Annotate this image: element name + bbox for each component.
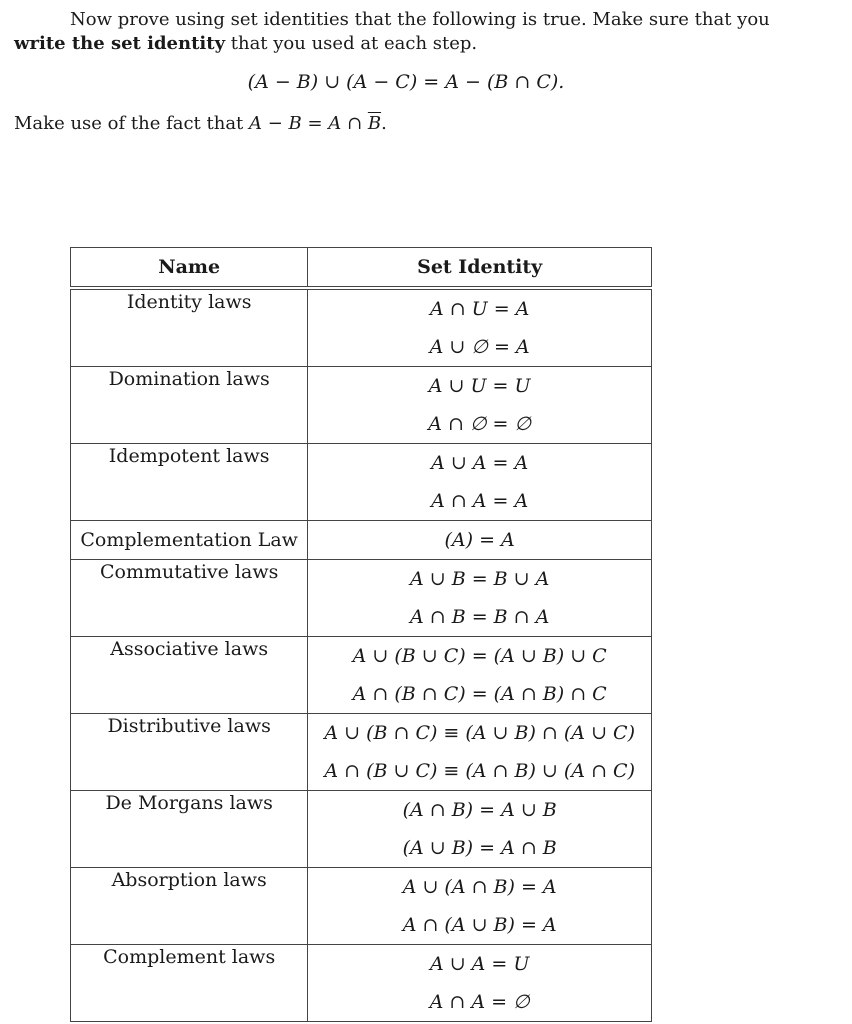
identity-line: A ∩ U = A xyxy=(429,298,530,320)
law-identities xyxy=(308,560,652,637)
table-row xyxy=(71,791,652,868)
identity-line: A ∪ (B ∪ C) = (A ∪ B) ∪ C xyxy=(352,645,607,667)
intro-bold-text: write the set identity xyxy=(14,33,226,54)
law-identities xyxy=(308,521,652,560)
law-identities xyxy=(308,791,652,868)
identity-line: A ∩ ∅ = ∅ xyxy=(428,413,532,435)
hint-period: . xyxy=(381,113,387,134)
law-name: Idempotent laws xyxy=(71,444,308,521)
table-row xyxy=(71,288,652,367)
law-identities xyxy=(308,714,652,791)
intro-text: Now prove using set identities that the following is true. Make sure that you xyxy=(70,9,770,30)
intro-text-end: that you used at each step. xyxy=(225,33,478,54)
law-name: Absorption laws xyxy=(71,868,308,945)
hint-equation: A − B = A ∩ xyxy=(249,113,368,134)
identity-line: A ∪ (A ∩ B) = A xyxy=(402,876,557,898)
hint-complement: $\overline{B}$ xyxy=(367,113,382,134)
identity-line: A ∩ B = B ∩ A xyxy=(409,606,550,628)
table-row xyxy=(71,945,652,1022)
identity-line: (A ∩ B) = A ∪ B xyxy=(402,799,557,821)
table-row xyxy=(71,367,652,444)
header-set-identity: Set Identity xyxy=(308,248,652,289)
law-name: Complement laws xyxy=(71,945,308,1022)
law-identities xyxy=(308,945,652,1022)
identity-line: A ∩ A = A xyxy=(431,490,529,512)
set-identities-table xyxy=(70,247,652,1022)
identity-line: (A) = A xyxy=(444,529,515,551)
table-row xyxy=(71,560,652,637)
identity-line: A ∩ (B ∩ C) = (A ∩ B) ∩ C xyxy=(352,683,607,705)
table-row xyxy=(71,444,652,521)
law-name: Complementation Law xyxy=(71,521,308,560)
hint-prefix: Make use of the fact that xyxy=(14,113,250,134)
identity-line: A ∪ U = U xyxy=(428,375,531,397)
law-identities xyxy=(308,444,652,521)
identity-line: A ∪ ∅ = A xyxy=(429,336,530,358)
hint-paragraph xyxy=(14,112,387,136)
law-name: Identity laws xyxy=(71,288,308,367)
law-name: De Morgans laws xyxy=(71,791,308,868)
identity-line: (A ∪ B) = A ∩ B xyxy=(402,837,557,859)
identity-line: A ∪ A = A xyxy=(431,452,529,474)
table-row xyxy=(71,714,652,791)
identity-line: A ∩ (A ∪ B) = A xyxy=(402,914,557,936)
law-identities xyxy=(308,637,652,714)
identity-line: A ∪ (B ∩ C) ≡ (A ∪ B) ∩ (A ∪ C) xyxy=(324,722,635,744)
table-header-row xyxy=(71,248,652,289)
law-name: Domination laws xyxy=(71,367,308,444)
identity-line: A ∪ A = U xyxy=(429,953,530,975)
law-identities xyxy=(308,868,652,945)
identity-line: A ∩ A = ∅ xyxy=(429,991,530,1013)
identity-line: A ∪ B = B ∪ A xyxy=(409,568,550,590)
law-identities xyxy=(308,288,652,367)
law-name: Commutative laws xyxy=(71,560,308,637)
law-name: Distributive laws xyxy=(71,714,308,791)
instructions-paragraph xyxy=(14,8,814,56)
identity-line: A ∩ (B ∪ C) ≡ (A ∩ B) ∪ (A ∩ C) xyxy=(324,760,635,782)
table-row xyxy=(71,637,652,714)
table-row xyxy=(71,868,652,945)
header-name: Name xyxy=(71,248,308,289)
law-name: Associative laws xyxy=(71,637,308,714)
table-row xyxy=(71,521,652,560)
target-equation: (A − B) ∪ (A − C) = A − (B ∩ C). xyxy=(247,71,565,93)
law-identities xyxy=(308,367,652,444)
